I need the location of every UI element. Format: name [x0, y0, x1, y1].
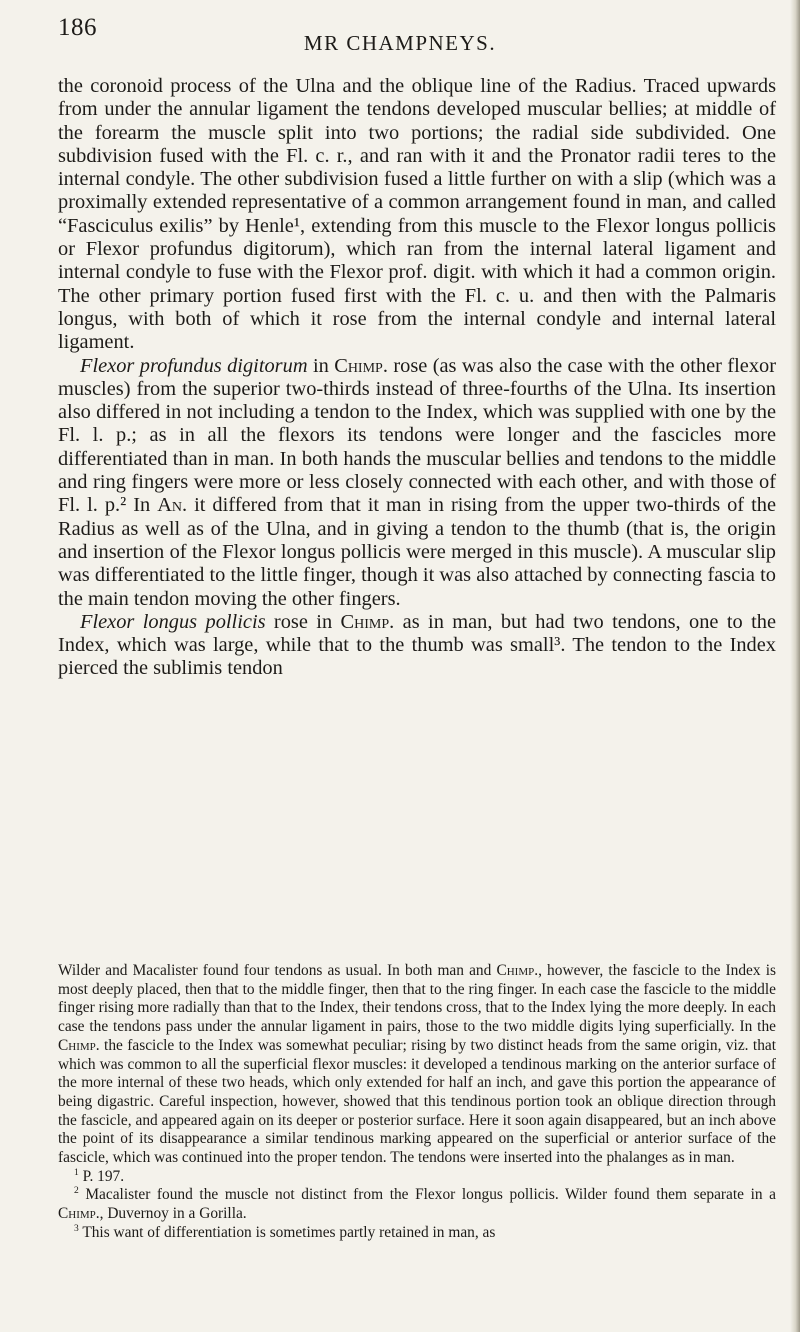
- footnote-continued: [58, 962, 776, 1168]
- footnote-2: [58, 1186, 776, 1223]
- footnote-text: Duvernoy in a Gorilla.: [103, 1205, 247, 1223]
- section-heading-flexor-longus-pollicis: Flexor longus pollicis: [80, 610, 266, 633]
- text-run: the fascicle to the Index was somewhat peculiar; rising by two distinct heads from the same origin, viz. that which was common to all the superficial flexor muscles: it developed a tendinous marking on the anterior surface of the more internal of these two heads, which only extended for half an inch, and gave this portion the appearance of being digastric. Careful inspection, however, showed that this tendinous portion took an oblique direction through the fascicle, and appeared again on its deeper or posterior surface. Here it soon again disappeared, but an inch above the point of its disappearance a similar tendinous marking appeared on the superficial or anterior surface of the fascicle, which was continued into the proper tendon. The tendons were inserted into the phalanges as in man.: [58, 1036, 776, 1167]
- footnote-text: This want of differentiation is sometimes partly retained in man, as: [78, 1223, 496, 1241]
- text-run: as in man, but had two tendons, one to the Index, which was large, while that to the thumb was small³. The tendon to the Index pierced the sublimis tendon: [58, 610, 777, 680]
- footnote-text: Macalister found the muscle not distinct from the Flexor longus pollicis. Wilder found them separate in a: [78, 1186, 776, 1204]
- main-text: [58, 75, 776, 681]
- abbrev-chimp: Chimp.,: [58, 1205, 104, 1223]
- footnote-3: [58, 1224, 776, 1243]
- abbrev-an: An.: [157, 494, 188, 517]
- footnote-marker: 3: [74, 1222, 79, 1234]
- paragraph-2: [58, 355, 776, 611]
- footnote-1: [58, 1168, 776, 1187]
- text-run: it differed from that it man in rising from the upper two-thirds of the Radius as well as of the Ulna, and in giving a tendon to the thumb (that is, the origin and insertion of the Flexor longus pollicis were merged in this muscle). A muscular slip was differentiated to the little finger, though it was also attached by connecting fascia to the main tendon moving the other fingers.: [58, 494, 776, 610]
- abbrev-chimp: Chimp.,: [496, 962, 542, 979]
- abbrev-chimp: Chimp.: [340, 610, 395, 633]
- paragraph-3: [58, 611, 776, 681]
- section-heading-flexor-profundus: Flexor profundus digitorum: [80, 354, 308, 377]
- footnotes: [58, 962, 776, 1243]
- footnote-text: P. 197.: [78, 1167, 125, 1185]
- paragraph-1: the coronoid process of the Ulna and the oblique line of the Radius. Traced upwards from under the annular ligament the tendons developed muscular bellies; at middle of the forearm the muscle split into two portions; the radial side subdivided. One subdivision fused with the Fl. c. r., and ran with it and the Pronator radii teres to the internal condyle. The other subdivision fused a little further on with a slip (which was a proximally extended representative of a common arrangement found in man, and called “Fasciculus exilis” by Henle¹, extending from this muscle to the Flexor longus pollicis or Flexor profundus digitorum), which ran from the internal lateral ligament and internal condyle to fuse with the Flexor prof. digit. with which it had a common origin. The other primary portion fused first with the Fl. c. u. and then with the Palmaris longus, with both of which it rose from the internal condyle and internal lateral ligament.: [58, 75, 776, 354]
- footnote-marker: 2: [74, 1185, 79, 1197]
- text-run: however, the fascicle to the Index is most deeply placed, then that to the middle finger, then that to the ring finger. In each case the fascicle to the middle finger rising more radially than that to the Index, their tendons cross, that to the Index lying the more deeply. In each case the tendons pass under the annular ligament in pairs, those to the two middle digits lying superficially. In the: [58, 962, 776, 1036]
- text-run: Wilder and Macalister found four tendons as usual. In both man and: [58, 962, 497, 979]
- text-run: rose in: [265, 610, 341, 633]
- abbrev-chimp: Chimp.: [58, 1036, 100, 1054]
- text-run: in: [307, 354, 335, 377]
- running-head: MR CHAMPNEYS.: [303, 31, 497, 55]
- footnote-marker: 1: [74, 1166, 79, 1178]
- abbrev-chimp: Chimp.: [334, 354, 388, 377]
- page-binding-edge: [790, 0, 800, 1332]
- page-number: 186: [58, 14, 97, 41]
- text-run: rose (as was also the case with the other flexor muscles) from the superior two-thirds instead of three-fourths of the Ulna. Its insertion also differed in not including a tendon to the Index, which was supplied with one by the Fl. l. p.; as in all the flexors its tendons were longer and the fascicles more differentiated than in man. In both hands the muscular bellies and tendons to the middle and ring fingers were more or less closely connected with each other, and with those of Fl. l. p.² In: [58, 354, 776, 517]
